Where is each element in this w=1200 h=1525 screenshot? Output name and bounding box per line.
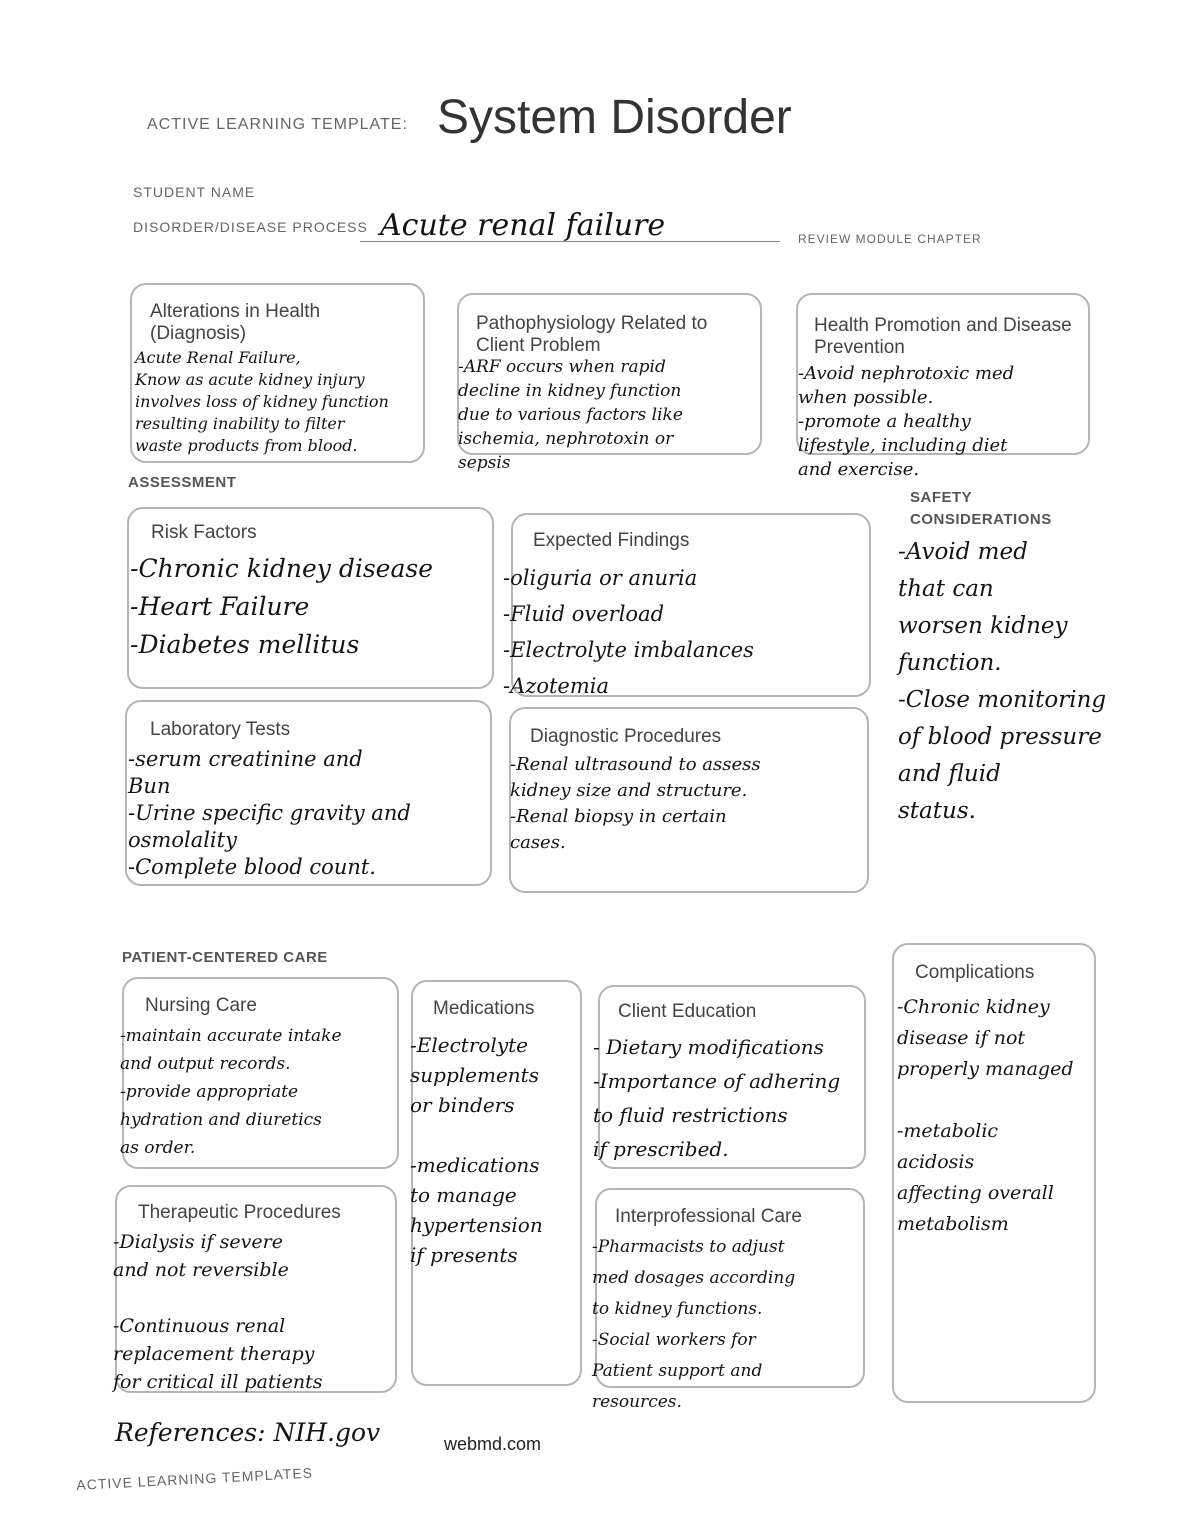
health-promotion-label: Health Promotion and Disease Prevention [814, 315, 1072, 358]
pathophysiology-text: -ARF occurs when rapid decline in kidney function due to various factors like ischemia, nephrotoxin or sepsis [458, 357, 683, 473]
risk-factors-text: -Chronic kidney disease -Heart Failure -Diabetes mellitus [130, 554, 433, 659]
alterations-text: Acute Renal Failure, Know as acute kidney injury involves loss of kidney function resulting inability to filter waste products from blood. [135, 348, 389, 455]
client-education-text: - Dietary modifications -Importance of adhering to fluid restrictions if prescribed. [593, 1035, 841, 1161]
medications-label: Medications [433, 998, 535, 1019]
diagnostic-procedures-text: -Renal ultrasound to assess kidney size and structure. -Renal biopsy in certain cases. [510, 754, 761, 853]
therapeutic-procedures-label: Therapeutic Procedures [138, 1202, 341, 1223]
lab-tests-label: Laboratory Tests [150, 719, 291, 740]
alterations-label: Alterations in Health (Diagnosis) [150, 301, 321, 344]
page-title: System Disorder [437, 91, 792, 144]
therapeutic-procedures-text: -Dialysis if severe and not reversible -Continuous renal replacement therapy for critical ill patients [113, 1231, 323, 1393]
reference-webmd: webmd.com [444, 1434, 542, 1454]
risk-factors-label: Risk Factors [151, 522, 257, 543]
health-promotion-text: -Avoid nephrotoxic med when possible. -promote a healthy lifestyle, including diet and exercise. [798, 363, 1015, 480]
disorder-label: DISORDER/DISEASE PROCESS [133, 219, 368, 235]
lab-tests-text: -serum creatinine and Bun -Urine specific gravity and osmolality -Complete blood count. [128, 747, 411, 879]
complications-label: Complications [915, 962, 1035, 983]
nursing-care-text: -maintain accurate intake and output records. -provide appropriate hydration and diuretics as order. [120, 1026, 342, 1158]
review-module-label: REVIEW MODULE CHAPTER [798, 232, 982, 246]
client-education-label: Client Education [618, 1001, 757, 1022]
footer-brand: ACTIVE LEARNING TEMPLATES [76, 1464, 314, 1493]
student-name-label: STUDENT NAME [133, 184, 256, 200]
safety-label: SAFETY CONSIDERATIONS [910, 489, 1052, 528]
disorder-value: Acute renal failure [380, 208, 666, 243]
expected-findings-label: Expected Findings [533, 530, 690, 551]
interprofessional-care-text: -Pharmacists to adjust med dosages according to kidney functions. -Social workers for Patient support and resources. [592, 1237, 796, 1412]
expected-findings-text: -oliguria or anuria -Fluid overload -Electrolyte imbalances -Azotemia [503, 566, 754, 698]
pathophysiology-label: Pathophysiology Related to Client Problem [476, 313, 708, 356]
template-prefix: ACTIVE LEARNING TEMPLATE: [147, 116, 408, 133]
safety-text: -Avoid med that can worsen kidney function. -Close monitoring of blood pressure and fluid status. [898, 539, 1107, 824]
nursing-care-label: Nursing Care [145, 995, 257, 1016]
interprofessional-care-label: Interprofessional Care [615, 1206, 802, 1227]
medications-text: -Electrolyte supplements or binders -medications to manage hypertension if presents [410, 1033, 543, 1267]
diagnostic-procedures-label: Diagnostic Procedures [530, 726, 722, 747]
complications-text: -Chronic kidney disease if not properly managed -metabolic acidosis affecting overall metabolism [897, 996, 1074, 1235]
assessment-section-label: ASSESSMENT [128, 474, 237, 491]
patient-centered-section-label: PATIENT-CENTERED CARE [122, 949, 328, 966]
references-text: References: NIH.gov [115, 1418, 381, 1447]
